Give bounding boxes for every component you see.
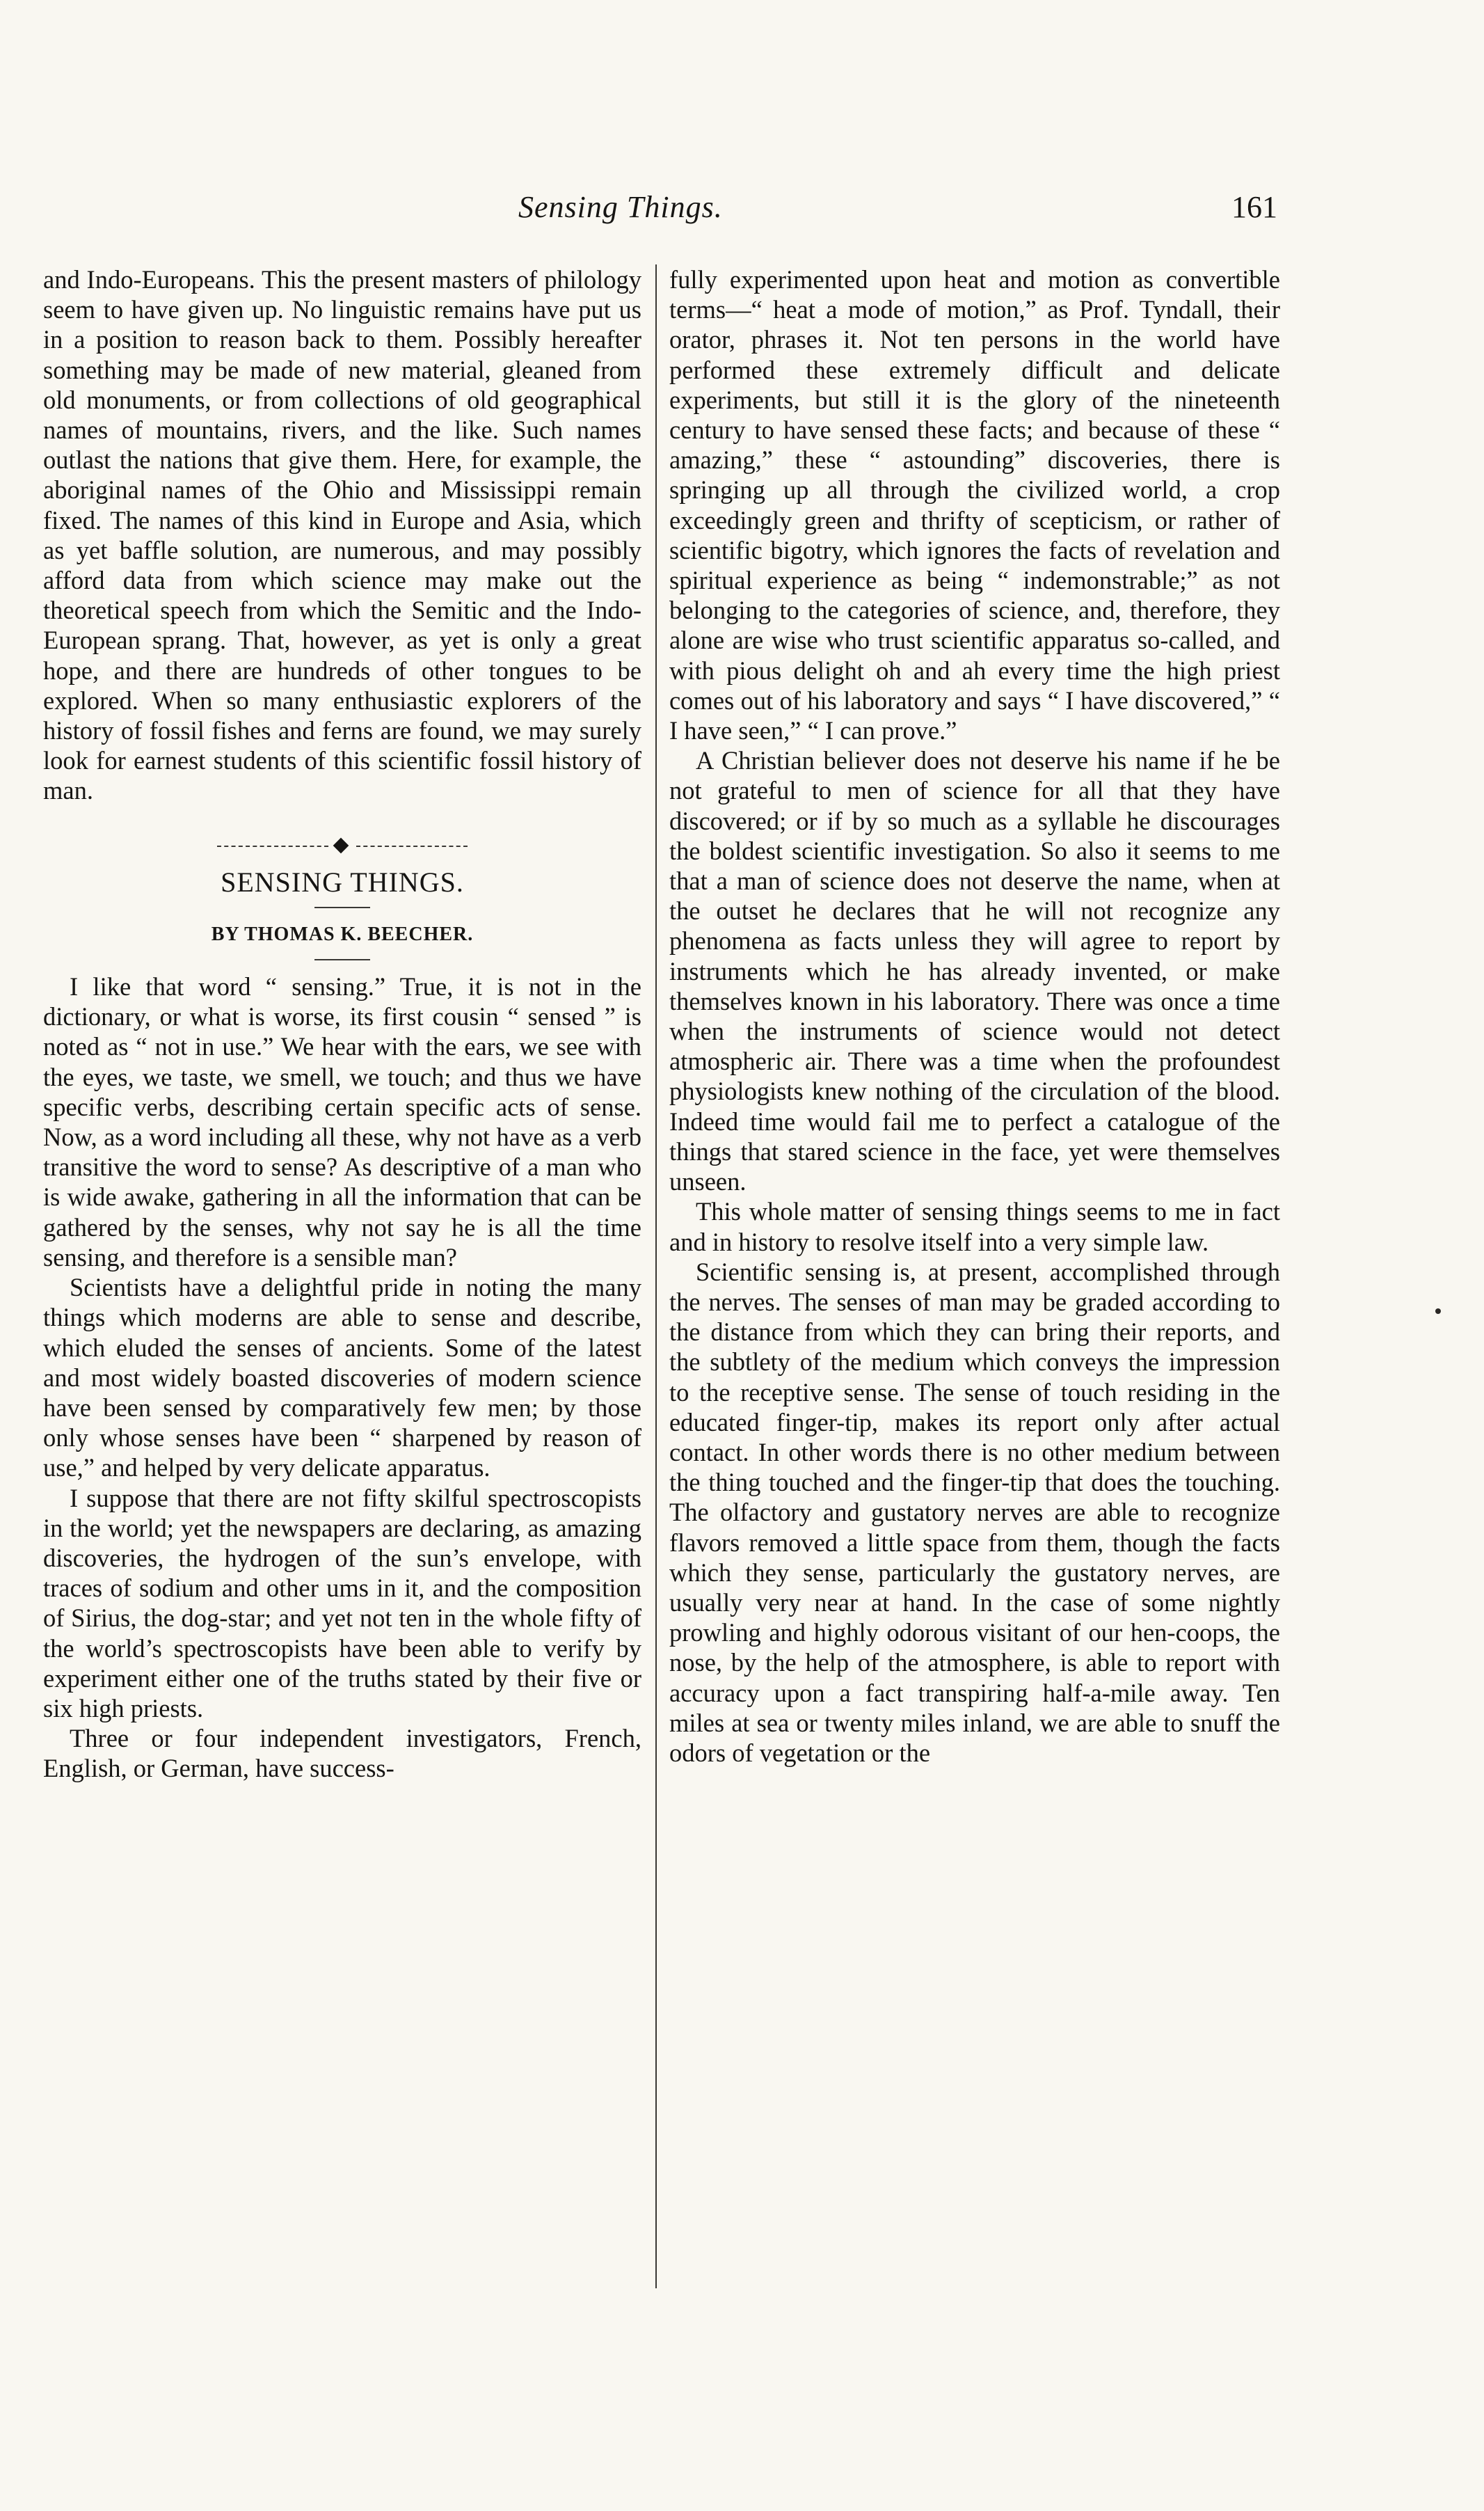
margin-speck	[1435, 1308, 1441, 1314]
running-head	[0, 189, 1484, 238]
title-rule	[314, 907, 370, 908]
left-paragraph-3: Scientists have a delightful pride in noting the many things which moderns are able to sense and describe, which eluded the senses of ancients. Some of the latest and most widely boasted discoveries of modern science have been sensed by comparatively few men; by those only whose senses have been “ sharpened by reason of use,” and helped by very delicate apparatus.	[43, 1273, 641, 1482]
right-paragraph-1: fully experimented upon heat and motion as convertible terms—“ heat a mode of motion,” as Prof. Tyndall, their orator, phrases it. Not ten persons in the world have performed these extremely difficult and delicate experiments, but still it is the glory of the nineteenth century to have sensed these facts; and because of these “ amazing,” these “ astounding” discoveries, there is springing up all through the civilized world, a crop exceedingly green and thrifty of scepticism, or rather of scientific bigotry, which ignores the facts of revelation and spiritual experience as being “ indemonstrable;” as not belonging to the categories of science, and, therefore, they alone are wise who trust scientific apparatus so-called, and with pious delight oh and ah every time the high priest comes out of his laboratory and says “ I have discovered,” “ I have seen,” “ I can prove.”	[669, 265, 1280, 745]
divider-line-left	[217, 846, 328, 847]
left-column	[43, 264, 641, 1784]
section-divider-ornament	[217, 839, 468, 853]
left-paragraph-1: and Indo-Europeans. This the present masters of philology seem to have given up. No linguistic remains have put us in a position to reason back to them. Possibly hereafter something may be made of new material, gleaned from old monuments, or from collections of old geographical names of mountains, rivers, and the like. Such names outlast the nations that give them. Here, for example, the aboriginal names of the Ohio and Mississippi remain fixed. The names of this kind in Europe and Asia, which as yet baffle solution, are numerous, and may possibly afford data from which science may make out the theoretical speech from which the Semitic and the Indo-European sprang. That, however, as yet is only a great hope, and there are hundreds of other tongues to be explored. When so many enthusiastic explorers of the history of fossil fishes and ferns are found, we may surely look for earnest students of this scientific fossil history of man.	[43, 265, 641, 805]
right-paragraph-4: Scientific sensing is, at present, accomplished through the nerves. The senses of man may be graded according to the distance from which they can bring their reports, and the subtlety of the medium which conveys the impression to the receptive sense. The sense of touch residing in the educated finger-tip, makes its report only after actual contact. In other words there is no other medium between the thing touched and the finger-tip that does the touching. The olfactory and gustatory nerves are able to recognize flavors removed a little space from them, though the facts which they sense, particularly the gustatory nerves, are usually very near at hand. In the case of some nightly prowling and highly odorous visitant of our hen-coops, the nose, by the help of the atmosphere, is able to report with accuracy upon a fact transpiring half-a-mile away. Ten miles at sea or twenty miles inland, we are able to snuff the odors of vegetation or the	[669, 1257, 1280, 1767]
divider-line-right	[356, 846, 468, 847]
diamond-ornament-icon	[333, 837, 349, 853]
left-paragraph-2: I like that word “ sensing.” True, it is not in the dictionary, or what is worse, its first cousin “ sensed ” is noted as “ not in use.” We hear with the ears, we see with the eyes, we taste, we smell, we touch; and thus we have specific verbs, describing certain specific acts of sense. Now, as a word including all these, why not have as a verb transitive the word to sense? As descriptive of a man who is wide awake, gathering in all the information that can be gathered by the senses, why not say he is all the time sensing, and therefore is a sensible man?	[43, 972, 641, 1272]
column-divider	[655, 264, 657, 2288]
page-number: 161	[1231, 190, 1277, 224]
byline-rule	[314, 959, 370, 960]
left-paragraph-5: Three or four independent investigators, French, English, or German, have success-	[43, 1724, 641, 1783]
right-paragraph-3: This whole matter of sensing things seems to me in fact and in history to resolve itself into a very simple law.	[669, 1197, 1280, 1256]
byline: BY THOMAS K. BEECHER.	[211, 923, 474, 945]
right-paragraph-2: A Christian believer does not deserve his name if he be not grateful to men of science for all that they have discovered; or if by so much as a syllable he discourages the boldest scientific investigation. So also it seems to me that a man of science does not deserve the name, when at the outset he declares that he will not recognize any phenomena as facts unless they will agree to report by instruments which he has already invented, or make themselves known in his laboratory. There was once a time when the instruments of science would not detect atmospheric air. There was a time when the profoundest physiologists knew nothing of the circulation of the blood. Indeed time would fail me to perfect a catalogue of the things that stared science in the face, yet were themselves unseen.	[669, 746, 1280, 1196]
article-title: SENSING THINGS.	[221, 866, 464, 898]
left-paragraph-4: I suppose that there are not fifty skilful spectroscopists in the world; yet the newspapers are declaring, as amazing discoveries, the hydrogen of the sun’s envelope, with traces of sodium and other ums in it, and the composition of Sirius, the dog-star; and yet not ten in the whole fifty of the world’s spectroscopists have been able to verify by experiment either one of the truths stated by their five or six high priests.	[43, 1483, 641, 1722]
right-column	[669, 264, 1280, 1768]
running-title: Sensing Things.	[518, 190, 723, 224]
